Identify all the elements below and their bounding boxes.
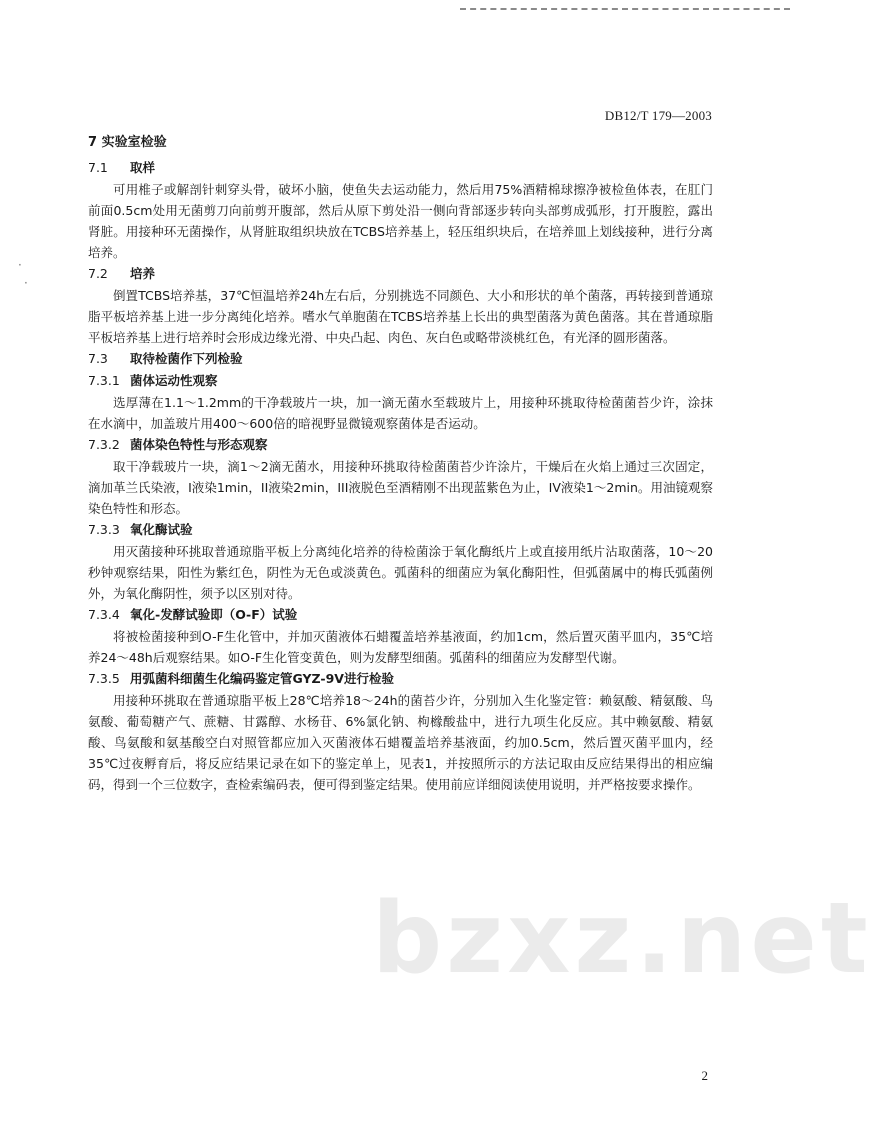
watermark: bzxz.net bbox=[372, 882, 872, 996]
subsection-title: 菌体染色特性与形态观察 bbox=[130, 437, 268, 452]
body-paragraph: 将被检菌接种到O-F生化管中，并加灭菌液体石蜡覆盖培养基液面，约加1cm，然后置灭菌平皿内，35℃培养24～48h后观察结果。如O-F生化管变黄色，则为发酵型细菌。弧菌科的细菌应为发酵型代谢。 bbox=[88, 629, 713, 665]
scan-mark: · bbox=[24, 276, 28, 290]
subsection-title: 用弧菌科细菌生化编码鉴定管GYZ-9V进行检验 bbox=[130, 671, 394, 686]
subsection-heading bbox=[88, 668, 713, 690]
subsection-title: 氧化酶试验 bbox=[130, 522, 193, 537]
subsection-heading bbox=[88, 370, 713, 392]
body-paragraph: 选厚薄在1.1～1.2mm的干净载玻片一块，加一滴无菌水至载玻片上，用接种环挑取待检菌菌苔少许，涂抹在水滴中，加盖玻片用400～600倍的暗视野显微镜观察菌体是否运动。 bbox=[88, 395, 713, 431]
subsection-heading bbox=[88, 348, 713, 370]
body-paragraph: 用接种环挑取在普通琼脂平板上28℃培养18～24h的菌苔少许，分别加入生化鉴定管：赖氨酸、精氨酸、鸟氨酸、葡萄糖产气、蔗糖、甘露醇、水杨苷、6%氯化钠、枸橼酸盐中，进行九项生化反应。其中赖氨酸、精氨酸、鸟氨酸和氨基酸空白对照管都应加入灭菌液体石蜡覆盖培养基液面，约加0.5cm，然后置灭菌平皿内，经35℃过夜孵育后，将反应结果记录在如下的鉴定单上，见表1，并按照所示的方法记取由反应结果得出的相应编码，得到一个三位数字，查检索编码表，便可得到鉴定结果。使用前应详细阅读使用说明，并严格按要求操作。 bbox=[88, 693, 713, 792]
subsection-number: 7.2 bbox=[88, 266, 108, 281]
body-paragraph: 倒置TCBS培养基，37℃恒温培养24h左右后，分别挑选不同颜色、大小和形状的单个菌落，再转接到普通琼脂平板培养基上进一步分离纯化培养。嗜水气单胞菌在TCBS培养基上长出的典型菌落为黄色菌落。其在普通琼脂平板培养基上进行培养时会形成边缘光滑、中央凸起、肉色、灰白色或略带淡桃红色，有光泽的圆形菌落。 bbox=[88, 288, 713, 345]
scan-mark: · bbox=[18, 258, 22, 272]
subsection-title: 取待检菌作下列检验 bbox=[130, 351, 243, 366]
page-number: 2 bbox=[701, 1068, 708, 1083]
subsection-heading bbox=[88, 263, 713, 285]
body-paragraph: 可用椎子或解剖针刺穿头骨，破坏小脑，使鱼失去运动能力，然后用75%酒精棉球擦净被检鱼体表，在肛门前面0.5cm处用无菌剪刀向前剪开腹部，然后从原下剪处沿一侧向背部逐步转向头部剪成弧形，打开腹腔，露出肾脏。用接种环无菌操作，从肾脏取组织块放在TCBS培养基上，轻压组织块后，在培养皿上划线接种，进行分离培养。 bbox=[88, 182, 713, 260]
subsection-number: 7.3.1 bbox=[88, 373, 120, 388]
subsection-title: 菌体运动性观察 bbox=[130, 373, 218, 388]
subsection-title: 取样 bbox=[130, 160, 156, 175]
body-paragraph: 取干净载玻片一块，滴1～2滴无菌水，用接种环挑取待检菌菌苔少许涂片，干燥后在火焰上通过三次固定，滴加革兰氏染液，I液染1min，II液染2min，III液脱色至酒精刚不出现蓝紫色为止，IV液染1～2min。用油镜观察染色特性和形态。 bbox=[88, 459, 713, 516]
subsection-heading bbox=[88, 157, 713, 179]
header-rule bbox=[460, 8, 790, 10]
subsection-title: 培养 bbox=[130, 266, 156, 281]
subsection-number: 7.3.2 bbox=[88, 437, 120, 452]
subsection-number: 7.3 bbox=[88, 351, 108, 366]
subsection-number: 7.3.5 bbox=[88, 671, 120, 686]
section-heading: 7 实验室检验 bbox=[88, 135, 167, 150]
document-body bbox=[88, 132, 713, 795]
subsection-number: 7.3.3 bbox=[88, 522, 120, 537]
subsection-number: 7.1 bbox=[88, 160, 108, 175]
subsection-title: 氧化-发酵试验即（O-F）试验 bbox=[130, 607, 298, 622]
subsection-heading bbox=[88, 434, 713, 456]
document-code: DB12/T 179—2003 bbox=[604, 108, 712, 123]
subsection-number: 7.3.4 bbox=[88, 607, 120, 622]
subsection-heading bbox=[88, 604, 713, 626]
subsection-heading bbox=[88, 519, 713, 541]
body-paragraph: 用灭菌接种环挑取普通琼脂平板上分离纯化培养的待检菌涂于氧化酶纸片上或直接用纸片沾取菌落，10～20秒钟观察结果，阳性为紫红色，阴性为无色或淡黄色。弧菌科的细菌应为氧化酶阳性，但弧菌属中的梅氏弧菌例外，为氧化酶阴性，须予以区别对待。 bbox=[88, 544, 713, 601]
